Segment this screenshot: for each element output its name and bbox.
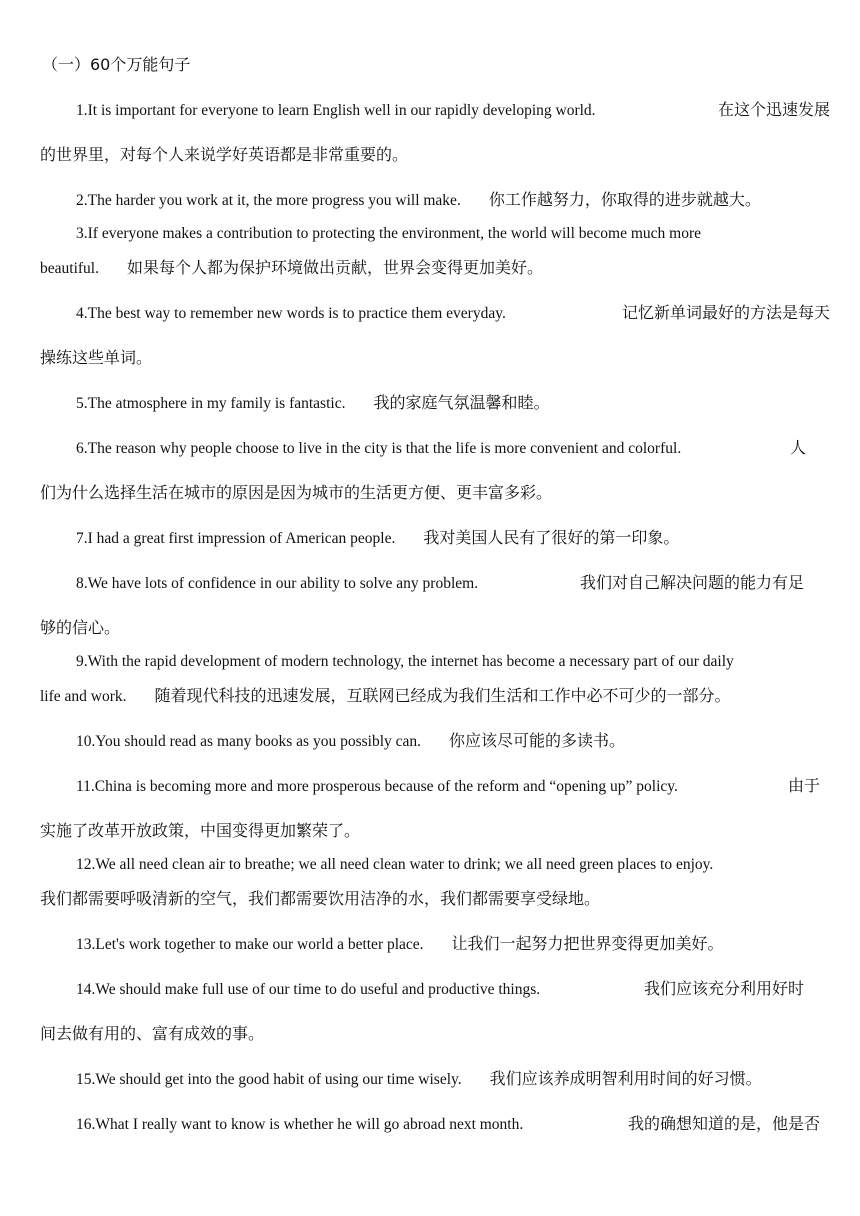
sentence-5-cn: 我的家庭气氛温馨和睦。: [373, 393, 550, 412]
sentence-6-en: 6.The reason why people choose to live in the city is that the life is more convenient and colorful.: [76, 440, 682, 457]
sentence-9-line: [40, 685, 830, 708]
sentence-9-en: 9.With the rapid development of modern technology, the internet has become a necessary part of our daily: [76, 653, 734, 670]
sentence-4-en: 4.The best way to remember new words is to practice them everyday.: [76, 305, 506, 322]
sentence-4-cn: 记忆新单词最好的方法是每天: [621, 303, 830, 322]
sentence-10-line: [76, 730, 830, 753]
sentence-11-en: 11.China is becoming more and more prosperous because of the reform and “opening up” policy.: [76, 778, 678, 795]
sentence-9-cn: 随着现代科技的迅速发展，互联网已经成为我们生活和工作中必不可少的一部分。: [154, 686, 731, 705]
sentence-8-en: 8.We have lots of confidence in our ability to solve any problem.: [76, 575, 479, 592]
sentence-6-cn: 人: [789, 438, 806, 457]
sentence-14-en: 14.We should make full use of our time to do useful and productive things.: [76, 981, 541, 998]
sentence-11-line: [76, 775, 830, 798]
sentence-3-en: 3.If everyone makes a contribution to protecting the environment, the world will become much more: [76, 225, 701, 242]
sentence-15-cn: 我们应该养成明智利用时间的好习惯。: [489, 1069, 762, 1088]
sentence-9-en-cont: life and work.: [40, 688, 127, 705]
section-heading: （一）60个万能句子: [42, 55, 191, 74]
sentence-10-en: 10.You should read as many books as you possibly can.: [76, 733, 422, 750]
sentence-1-line: [76, 99, 830, 122]
sentence-16-line: [76, 1113, 830, 1136]
sentence-12-cn: 我们都需要呼吸清新的空气，我们都需要饮用洁净的水，我们都需要享受绿地。: [40, 889, 601, 908]
sentence-1-cn-cont: 的世界里，对每个人来说学好英语都是非常重要的。: [40, 145, 409, 164]
sentence-11-cn-cont: 实施了改革开放政策，中国变得更加繁荣了。: [40, 821, 361, 840]
sentence-6-cn-cont: 们为什么选择生活在城市的原因是因为城市的生活更方便、更丰富多彩。: [40, 483, 553, 502]
sentence-12-en: 12.We all need clean air to breathe; we all need clean water to drink; we all need green places to enjoy.: [76, 856, 714, 873]
sentence-10-cn: 你应该尽可能的多读书。: [449, 731, 626, 750]
sentence-13-line: [76, 933, 830, 956]
sentence-6-line: [76, 437, 830, 460]
sentence-5-en: 5.The atmosphere in my family is fantastic.: [76, 395, 346, 412]
sentence-3-line: [40, 257, 830, 280]
sentence-5-line: [76, 392, 830, 415]
sentence-7-en: 7.I had a great first impression of American people.: [76, 530, 396, 547]
sentence-14-cn-cont: 间去做有用的、富有成效的事。: [40, 1024, 265, 1043]
sentence-13-cn: 让我们一起努力把世界变得更加美好。: [451, 934, 724, 953]
sentence-14-line: [76, 978, 830, 1001]
sentence-1-en: 1.It is important for everyone to learn English well in our rapidly developing world.: [76, 102, 596, 119]
sentence-14-cn: 我们应该充分利用好时: [643, 979, 804, 998]
sentence-16-en: 16.What I really want to know is whether he will go abroad next month.: [76, 1116, 524, 1133]
sentence-15-en: 15.We should get into the good habit of using our time wisely.: [76, 1071, 462, 1088]
sentence-16-cn: 我的确想知道的是，他是否: [627, 1114, 820, 1133]
sentence-3-en-cont: beautiful.: [40, 260, 99, 277]
sentence-8-line: [76, 572, 830, 595]
sentence-8-cn-cont: 够的信心。: [40, 618, 121, 637]
sentence-13-en: 13.Let's work together to make our world a better place.: [76, 936, 424, 953]
sentence-2-cn: 你工作越努力，你取得的进步就越大。: [488, 190, 761, 209]
sentence-1-cn: 在这个迅速发展: [717, 100, 830, 119]
sentence-3-cn: 如果每个人都为保护环境做出贡献，世界会变得更加美好。: [126, 258, 543, 277]
sentence-4-cn-cont: 操练这些单词。: [40, 348, 153, 367]
sentence-15-line: [76, 1068, 830, 1091]
sentence-8-cn: 我们对自己解决问题的能力有足: [579, 573, 804, 592]
sentence-7-cn: 我对美国人民有了很好的第一印象。: [423, 528, 680, 547]
sentence-11-cn: 由于: [787, 776, 820, 795]
sentence-4-line: [76, 302, 830, 325]
sentence-2-line: [76, 189, 830, 212]
sentence-7-line: [76, 527, 830, 550]
sentence-2-en: 2.The harder you work at it, the more progress you will make.: [76, 192, 461, 209]
